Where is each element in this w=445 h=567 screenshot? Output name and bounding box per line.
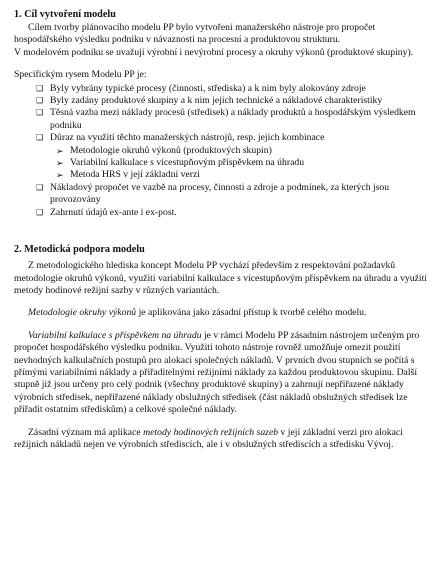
section-1-heading: 1. Cíl vytvoření modelu xyxy=(14,9,116,20)
sub-list xyxy=(50,145,433,182)
list-item: ❑ Důraz na využití těchto manažerských nástrojů, resp. jejich kombinace ➢ Metodologie okruhů výkonů (produktových skupin) ➢ Variabilní kalkulace s vícestupňovým příspěvkem na úhradu ➢ Metoda HRS v její základní verzi xyxy=(36,132,433,182)
list-item: ❑ Nákladový propočet ve vazbě na procesy, činnosti a zdroje a podmínek, za kterých jsou provozovány xyxy=(36,181,390,206)
variable-costing-paragraph: Variabilní kalkulace s příspěvkem na úhradu je v rámci Modelu PP zásadním nástrojem určeným pro propočet hospodářského výsledku podniku. Využití tohoto nástroje rovněž umožňuje omezit použití nevhodných kalkulačních postupů pro alokaci společných nákladů. V prvních dvou stupních se počítá s přímými variabilními náklady a přiřaditelnými režijními náklady za každou produktovou skupinu. Další stupně již jsou určeny pro celý podnik (všechny produktové skupiny) a zahrnují nepřiřazené náklady výrobních středisek, nepřiřazené náklady obslužných středisek (část nákladů obslužných středisek lze přiřadit ostatním střediskům) a celkové společné náklady. xyxy=(14,329,420,416)
intro-paragraph xyxy=(14,22,433,59)
arrow-bullet-icon: ➢ xyxy=(56,158,64,169)
square-bullet-icon: ❑ xyxy=(36,133,44,143)
square-bullet-icon: ❑ xyxy=(36,83,44,93)
intro-line-2: V modelovém podniku se uvažují výrobní i nevýrobní procesy a okruhy výkonů (produktové skupiny). xyxy=(14,46,414,58)
list-item: ❑ Těsná vazba mezi náklady procesů (středisek) a náklady produktů a hospodářským výsledkem podniku xyxy=(36,107,416,131)
arrow-bullet-icon: ➢ xyxy=(56,170,64,181)
sub-list-item: ➢ Variabilní kalkulace s vícestupňovým příspěvkem na úhradu xyxy=(56,157,305,169)
square-bullet-icon: ❑ xyxy=(36,96,44,106)
list-item: ❑ Byly vybrány typické procesy (činnosti, střediska) a k nim byly alokovány zdroje xyxy=(36,82,366,94)
arrow-bullet-icon: ➢ xyxy=(56,145,64,156)
methodology-paragraph: Z metodologického hlediska koncept Modelu PP vychází především z respektování požadavků metodologie okruhů výkonů, využití variabilní kalkulace s vícestupňovým příspěvkem na úhradu a využití metody hodinové režijní sazby v různých variantách. xyxy=(14,260,427,296)
square-bullet-icon: ❑ xyxy=(36,182,44,192)
sub-list-item: ➢ Metodologie okruhů výkonů (produktových skupin) xyxy=(56,144,272,156)
overhead-rates-paragraph: Zásadní význam má aplikace metody hodinových režijních sazeb v její základní verzi pro alokaci režijních nákladů nejen ve výrobních střediscích, ale i v obslužných střediscích a středisku Vývoj. xyxy=(14,426,403,450)
feature-list xyxy=(14,83,433,219)
section-2-heading: 2. Metodická podpora modelu xyxy=(14,244,145,256)
sub-list-item: ➢ Metoda HRS v její základní verzi xyxy=(56,169,200,181)
intro-line-1: Cílem tvorby plánovacího modelu PP bylo vytvoření manažerského nástroje pro propočet hospodářského výsledku podniku v návaznosti na procesní a produktovou strukturu. xyxy=(14,22,376,46)
features-label: Specifickým rysem Modelu PP je: xyxy=(14,69,147,81)
square-bullet-icon: ❑ xyxy=(36,108,44,118)
output-groups-paragraph: Metodologie okruhy výkonů je aplikována jako zásadní přístup k tvorbě celého modelu. xyxy=(28,307,367,319)
list-item: ❑ Byly zadány produktové skupiny a k nim jejich technické a nákladové charakteristiky xyxy=(36,95,383,107)
list-item: ❑ Zahrnutí údajů ex-ante i ex-post. xyxy=(36,206,177,218)
square-bullet-icon: ❑ xyxy=(36,207,44,217)
